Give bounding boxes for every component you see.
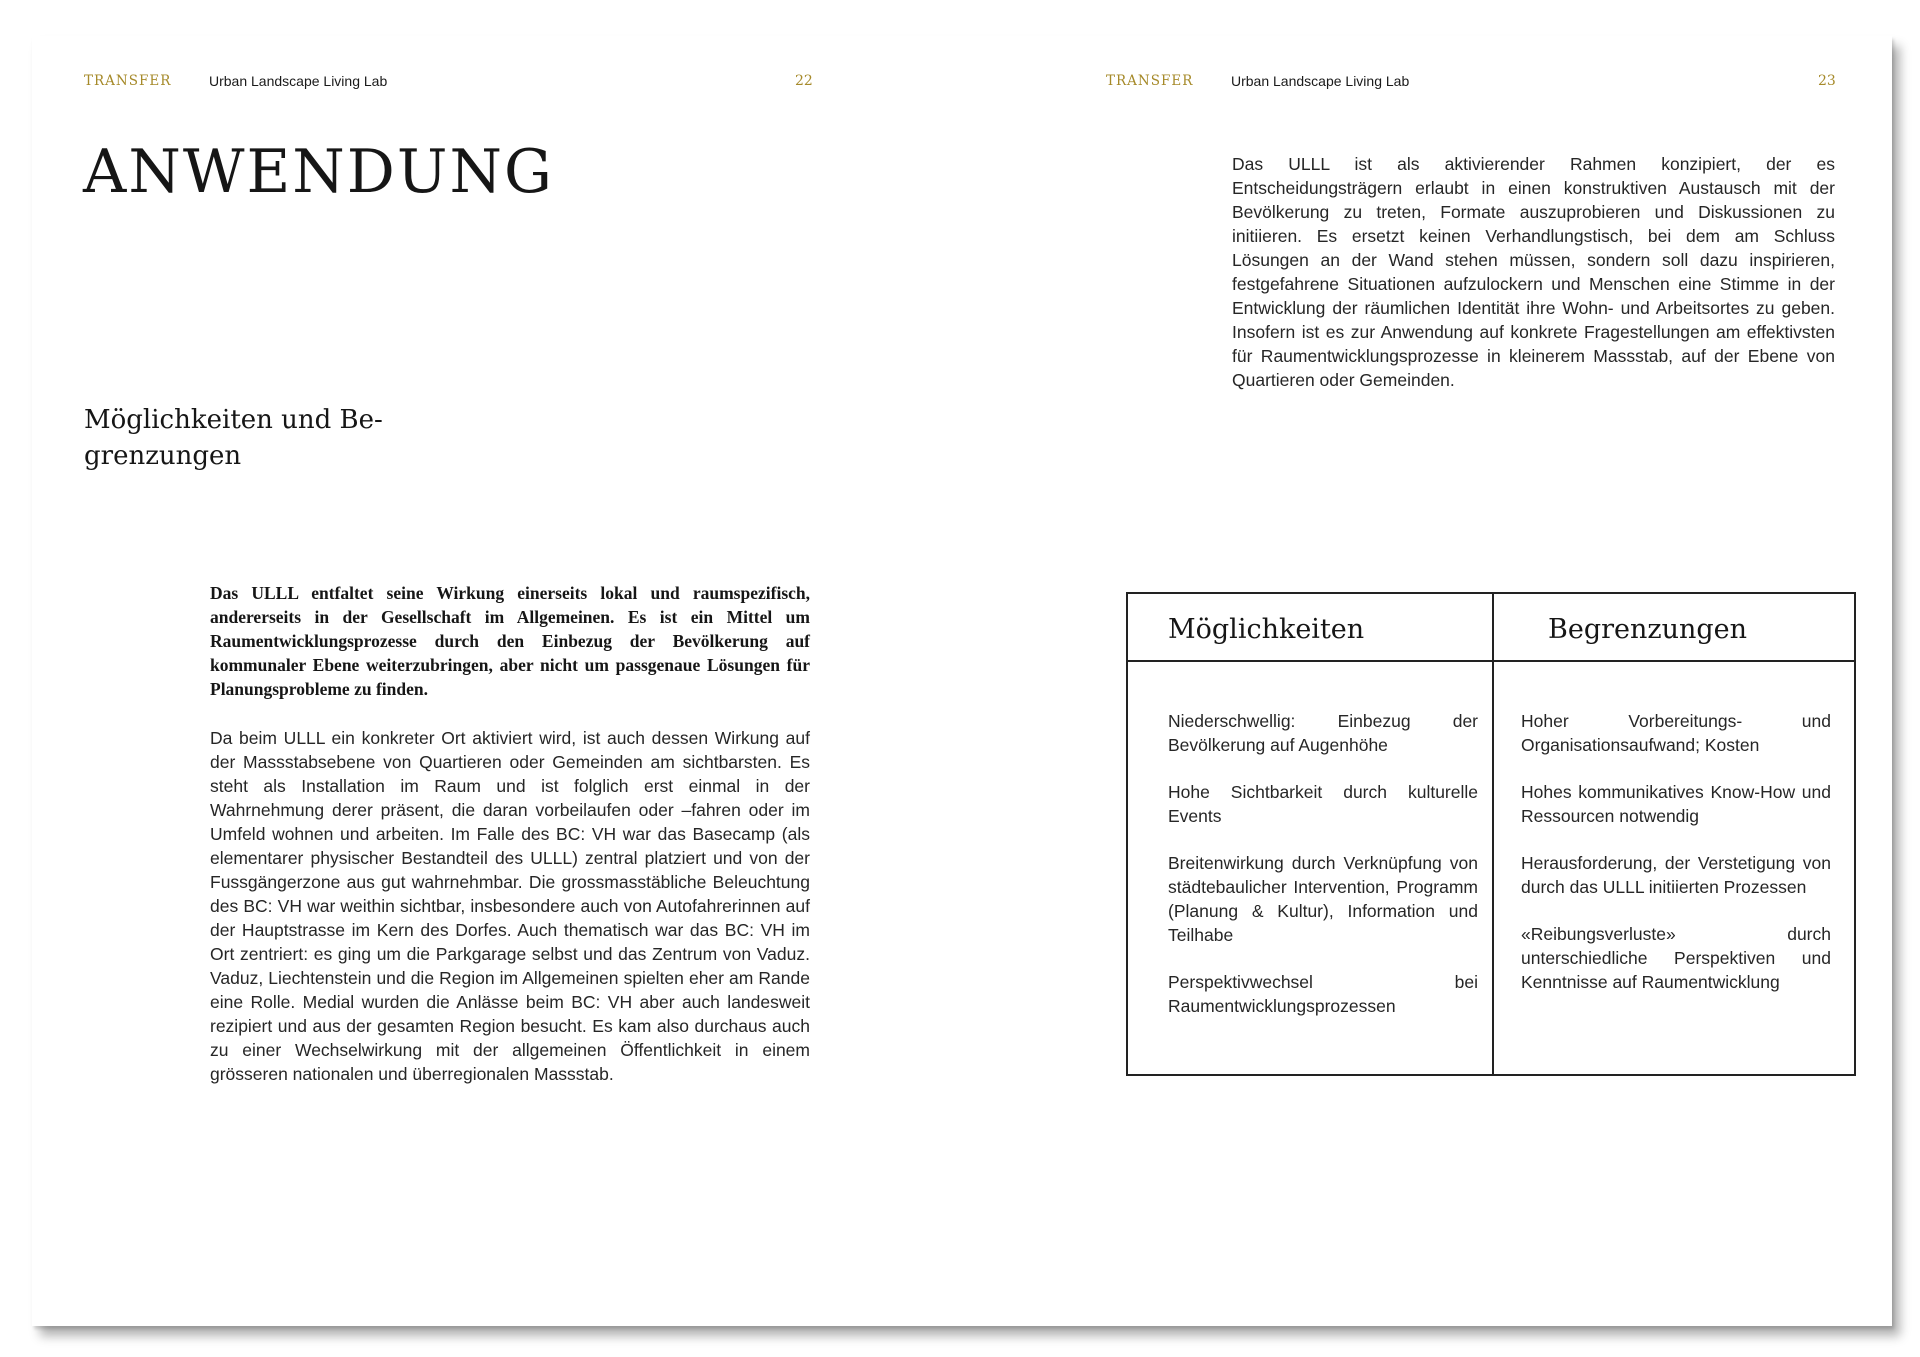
running-title: Urban Landscape Living Lab bbox=[209, 73, 388, 89]
table-cell: Niederschwellig: Einbezug der Bevölkerung auf Augenhöhe bbox=[1168, 711, 1478, 755]
body-paragraph: Da beim ULLL ein konkreter Ort aktiviert wird, ist auch dessen Wirkung auf der Massstabsebene von Quartieren oder Gemeinden am sichtbarsten. Es steht als Installation im Raum und ist folglich erst einmal in der Wahrnehmung derer präsent, die daran vorbeilaufen oder –fahren oder im Umfeld wohnen und arbeiten. Im Falle des BC: VH war das Basecamp (als elementarer physischer Bestandteil des ULLL) zentral platziert und von der Fussgängerzone aus gut wahrnehmbar. Die grossmasstäbliche Beleuchtung des BC: VH war weithin sichtbar, insbesondere auch von Autofahrerinnen auf der Hauptstrasse im Kern des Dorfes. Auch thematisch war das BC: VH im Ort zentriert: es ging um die Parkgarage selbst und das Zentrum von Vaduz. Vaduz, Liechtenstein und die Region im Allgemeinen spielten eher am Rande eine Rolle. Medial wurden die Anlässe beim BC: VH aber auch landesweit rezipiert und aus der gesamten Region besucht. Es kam also durchaus auch zu einer Wechselwirkung mit der allgemeinen Öffentlichkeit in einem grösseren nationalen und überregionalen Massstab. bbox=[210, 728, 810, 1084]
table-header-possibilities: Möglichkeiten bbox=[1168, 614, 1365, 645]
table-cell: «Reibungsverluste» durch unterschiedliche Perspektiven und Kenntnisse auf Raumentwicklung bbox=[1521, 924, 1831, 992]
intro-paragraph: Das ULLL ist als aktivierender Rahmen konzipiert, der es Entscheidungsträgern erlaubt in einen konstruktiven Austausch mit der Bevölkerung zu treten, Formate auszuprobieren und Diskussionen zu initiieren. Es ersetzt keinen Verhandlungstisch, bei dem am Schluss Lösungen an der Wand stehen müssen, sondern soll dazu inspirieren, festgefahrene Situationen aufzulockern und Menschen eine Stimme in der Entwicklung der räumlichen Identität ihre Wohn- und Arbeitsortes zu geben. Insofern ist es zur Anwendung auf konkrete Fragestellungen am effektivsten für Raumentwicklungsprozesse in kleinerem Massstab, auf der Ebene von Quartieren oder Gemeinden. bbox=[1232, 154, 1835, 390]
page-number: 23 bbox=[1818, 73, 1836, 89]
left-page bbox=[32, 36, 1042, 1326]
table-cell: Herausforderung, der Verstetigung von durch das ULLL initiierten Prozessen bbox=[1521, 853, 1831, 897]
right-page bbox=[1042, 36, 1892, 1326]
table-cell: Breitenwirkung durch Verknüpfung von städtebaulicher Intervention, Programm (Planung & Kultur), Information und Teilhabe bbox=[1168, 853, 1478, 945]
table-cell: Perspektivwechsel bei Raumentwicklungsprozessen bbox=[1168, 972, 1478, 1016]
limitations-column bbox=[1521, 709, 1831, 1017]
lead-paragraph: Das ULLL entfaltet seine Wirkung einerseits lokal und raumspezifisch, andererseits in der Gesellschaft im Allgemeinen. Es ist ein Mittel um Raumentwicklungsprozesse durch den Einbezug der Bevölkerung auf kommunaler Ebene weiterzubringen, aber nicht um passgenaue Lösungen für Planungsprobleme zu finden. bbox=[210, 583, 810, 699]
table-header-limitations: Begrenzungen bbox=[1548, 614, 1748, 645]
page-heading: ANWENDUNG bbox=[83, 137, 554, 207]
table-cell: Hohe Sichtbarkeit durch kulturelle Events bbox=[1168, 782, 1478, 826]
section-kicker: TRANSFER bbox=[84, 73, 172, 89]
table-cell: Hohes kommunikatives Know-How und Ressourcen notwendig bbox=[1521, 782, 1831, 826]
section-kicker: TRANSFER bbox=[1106, 73, 1194, 89]
table-cell: Hoher Vorbereitungs- und Organisationsaufwand; Kosten bbox=[1521, 711, 1831, 755]
possibilities-column bbox=[1168, 709, 1478, 1041]
subheading: Möglichkeiten und Be- grenzungen bbox=[84, 405, 383, 471]
column-divider bbox=[1492, 594, 1494, 1074]
page-number: 22 bbox=[795, 73, 813, 89]
header-divider bbox=[1128, 660, 1854, 662]
running-title: Urban Landscape Living Lab bbox=[1231, 73, 1410, 89]
book-spread bbox=[32, 36, 1892, 1326]
comparison-table bbox=[1126, 592, 1856, 1076]
